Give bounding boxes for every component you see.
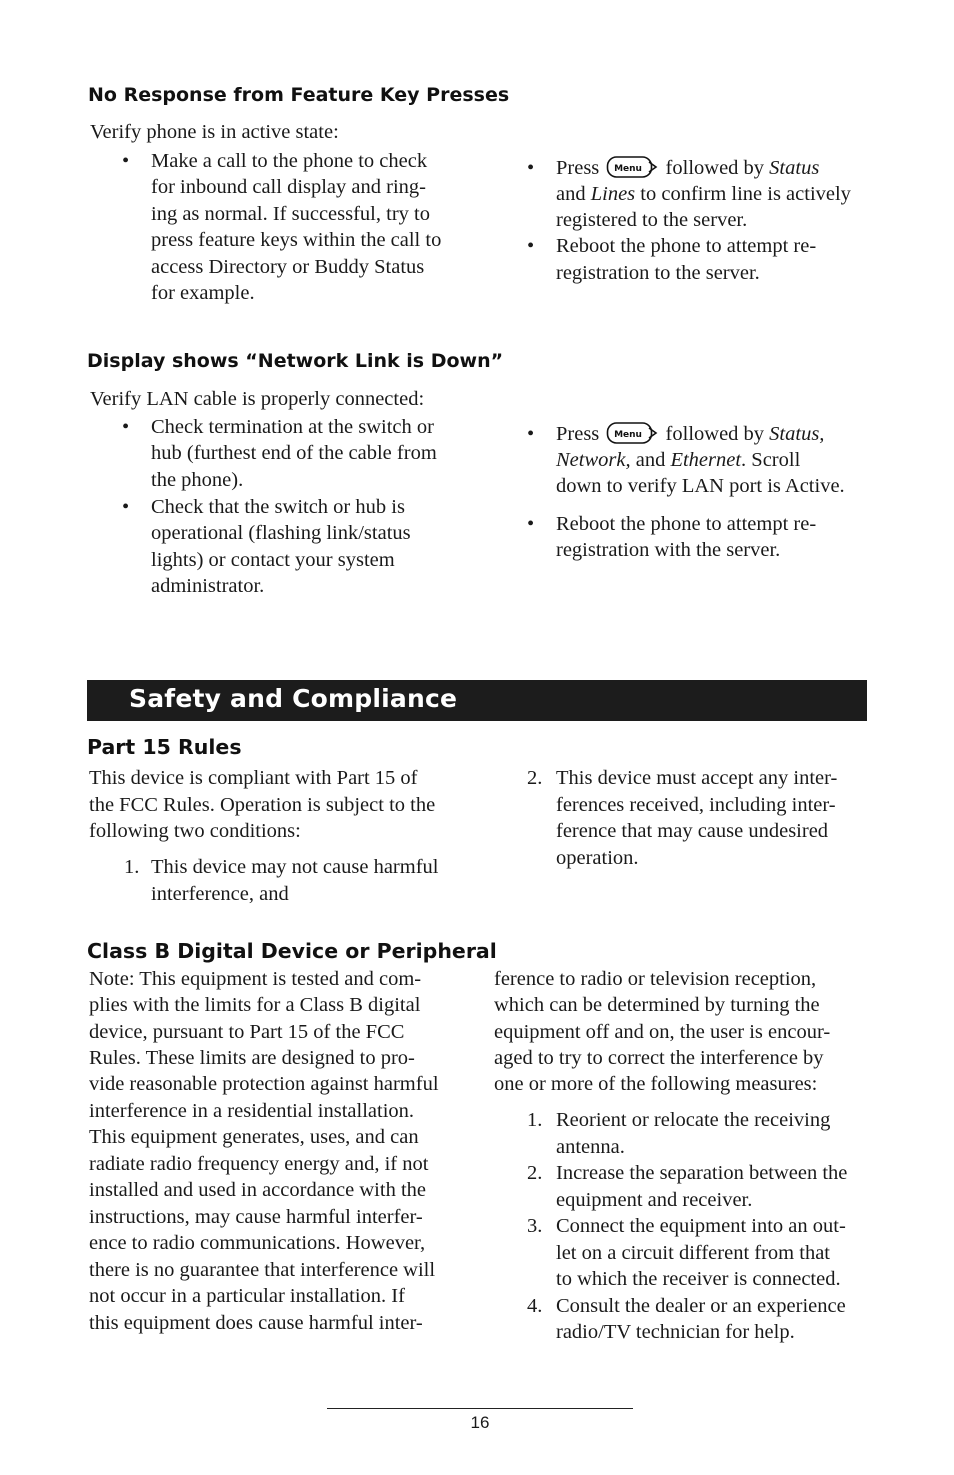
text-line: interference in a residential installation. [89, 1100, 415, 1122]
section-heading-class-b: Class B Digital Device or Peripheral [87, 939, 497, 963]
scroll-text: . Scroll [741, 449, 801, 471]
text-line: lights) or contact your system [151, 549, 395, 571]
text-line: not occur in a particular installation. If [89, 1285, 405, 1307]
followed-by: followed by [665, 423, 765, 445]
menu-key-label: Menu [614, 430, 643, 440]
menu-key-icon [606, 155, 658, 179]
text-line: Check termination at the switch or [151, 416, 434, 438]
text-line: ing as normal. If successful, try to [151, 203, 430, 225]
text-line: operational (flashing link/status [151, 522, 411, 544]
bullet: • [122, 496, 130, 518]
list-number: 2. [527, 767, 543, 789]
text-line: This device is compliant with Part 15 of [89, 767, 418, 789]
text-line: registration with the server. [556, 539, 781, 561]
press-word: Press [556, 423, 600, 445]
text-line [556, 181, 851, 207]
list-number: 3. [527, 1215, 543, 1237]
text-line: the FCC Rules. Operation is subject to the [89, 794, 436, 816]
text-line: equipment off and on, the user is encour- [494, 1021, 831, 1043]
banner-title: Safety and Compliance [129, 684, 458, 713]
text-line: plies with the limits for a Class B digital [89, 994, 421, 1016]
intro-text: Verify phone is in active state: [90, 121, 339, 143]
text-line: to which the receiver is connected. [556, 1268, 841, 1290]
text-line: one or more of the following measures: [494, 1073, 818, 1095]
text-line [556, 421, 824, 447]
rest-text: to confirm line is actively [640, 183, 851, 205]
text-line: hub (furthest end of the cable from [151, 442, 437, 464]
text-line: registration to the server. [556, 262, 760, 284]
text-line: Make a call to the phone to check [151, 150, 428, 172]
text-line: This device must accept any inter- [556, 767, 838, 789]
section-heading-network-link: Display shows “Network Link is Down” [87, 350, 504, 372]
list-number: 4. [527, 1295, 543, 1317]
section-heading-no-response: No Response from Feature Key Presses [88, 84, 510, 106]
footer-rule [327, 1408, 633, 1409]
text-line: down to verify LAN port is Active. [556, 475, 845, 497]
text-line: interference, and [151, 883, 289, 905]
text-line: installed and used in accordance with the [89, 1179, 426, 1201]
text-line: vide reasonable protection against harmful [89, 1073, 439, 1095]
text-line: the phone). [151, 469, 244, 491]
list-number: 1. [124, 856, 140, 878]
page-number: 16 [470, 1413, 490, 1432]
text-line: for inbound call display and ring- [151, 176, 426, 198]
text-line [556, 447, 800, 473]
and-word: and [556, 183, 586, 205]
list-number: 1. [527, 1109, 543, 1131]
text-line: Consult the dealer or an experience [556, 1295, 846, 1317]
text-line: ference to radio or television reception, [494, 968, 817, 990]
network-word: Network, [556, 449, 631, 471]
text-line: press feature keys within the call to [151, 229, 442, 251]
text-line: Check that the switch or hub is [151, 496, 405, 518]
text-line: ence to radio communications. However, [89, 1232, 426, 1254]
text-line: administrator. [151, 575, 265, 597]
text-line: This equipment generates, uses, and can [89, 1126, 419, 1148]
text-line [556, 155, 819, 181]
text-line: Note: This equipment is tested and com- [89, 968, 422, 990]
bullet: • [527, 513, 535, 535]
text-line: for example. [151, 282, 255, 304]
section-banner [87, 680, 867, 721]
text-line: ference that may cause undesired [556, 820, 829, 842]
menu-key-label: Menu [614, 164, 643, 174]
text-line: aged to try to correct the interference by [494, 1047, 824, 1069]
and-word: and [635, 449, 666, 471]
bullet: • [527, 157, 535, 179]
text-line: Reorient or relocate the receiving [556, 1109, 831, 1131]
text-line: operation. [556, 847, 639, 869]
lines-word: Lines [590, 183, 636, 205]
bullet: • [527, 235, 535, 257]
text-line: registered to the server. [556, 209, 748, 231]
text-line: let on a circuit different from that [556, 1242, 830, 1264]
text-line: which can be determined by turning the [494, 994, 820, 1016]
bullet: • [527, 423, 535, 445]
text-line: This device may not cause harmful [151, 856, 439, 878]
text-line: instructions, may cause harmful interfer- [89, 1206, 423, 1228]
ethernet-word: Ethernet [670, 449, 742, 471]
text-line: this equipment does cause harmful inter- [89, 1312, 423, 1334]
press-word: Press [556, 157, 600, 179]
text-line: radiate radio frequency energy and, if not [89, 1153, 429, 1175]
text-line: Rules. These limits are designed to pro- [89, 1047, 415, 1069]
intro-text: Verify LAN cable is properly connected: [90, 388, 425, 410]
text-line: device, pursuant to Part 15 of the FCC [89, 1021, 405, 1043]
text-line: ferences received, including inter- [556, 794, 836, 816]
text-line: radio/TV technician for help. [556, 1321, 795, 1343]
status-word: Status [769, 157, 820, 179]
text-line: Reboot the phone to attempt re- [556, 235, 817, 257]
status-word: Status, [769, 423, 825, 445]
text-line: antenna. [556, 1136, 625, 1158]
bullet: • [122, 416, 130, 438]
menu-key-icon [606, 421, 658, 445]
text-line: following two conditions: [89, 820, 301, 842]
text-line: there is no guarantee that interference will [89, 1259, 436, 1281]
bullet: • [122, 150, 130, 172]
text-line: Increase the separation between the [556, 1162, 848, 1184]
text-line: Reboot the phone to attempt re- [556, 513, 817, 535]
followed-by: followed by [665, 157, 765, 179]
list-number: 2. [527, 1162, 543, 1184]
text-line: Connect the equipment into an out- [556, 1215, 846, 1237]
text-line: equipment and receiver. [556, 1189, 753, 1211]
section-heading-part-15: Part 15 Rules [87, 735, 242, 759]
text-line: access Directory or Buddy Status [151, 256, 425, 278]
